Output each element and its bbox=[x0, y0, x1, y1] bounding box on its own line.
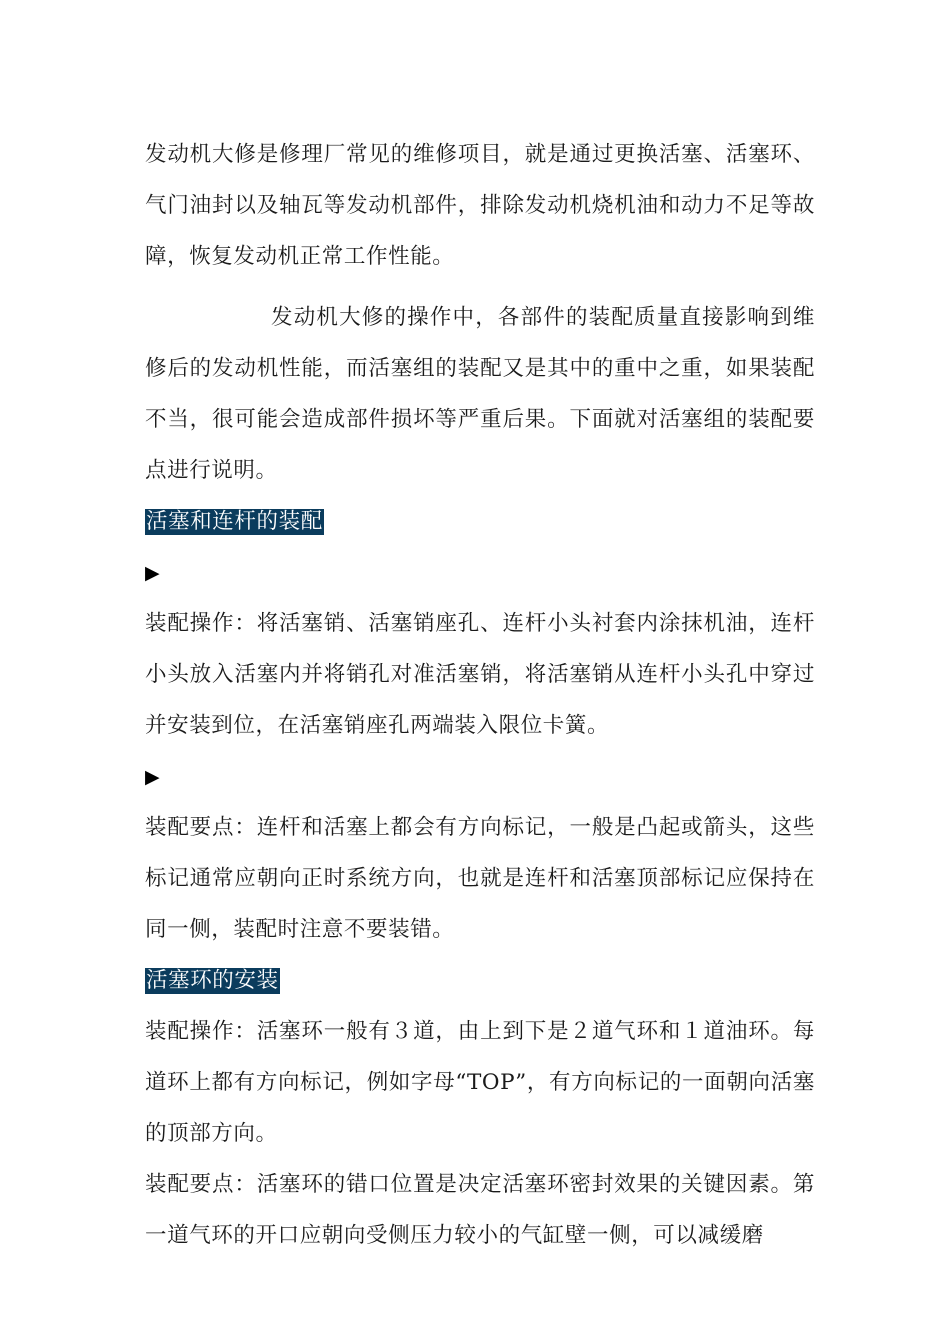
section-heading-row bbox=[145, 496, 815, 547]
section-heading-piston-ring: 活塞环的安装 bbox=[146, 967, 279, 993]
ring-operation-paragraph: 装配操作：活塞环一般有３道，由上到下是２道气环和１道油环。每道环上都有方向标记，例如字母“TOP”，有方向标记的一面朝向活塞的顶部方向。 bbox=[145, 1019, 815, 1146]
ring-keypoint-paragraph: 装配要点：活塞环的错口位置是决定活塞环密封效果的关键因素。第一道气环的开口应朝向受侧压力较小的气缸壁一侧，可以减缓磨 bbox=[145, 1172, 815, 1248]
section-heading-row bbox=[145, 955, 815, 1006]
intro-paragraph: 发动机大修是修理厂常见的维修项目，就是通过更换活塞、活塞环、气门油封以及轴瓦等发动机部件，排除发动机烧机油和动力不足等故障，恢复发动机正常工作性能。 bbox=[145, 142, 815, 269]
assembly-operation-paragraph: 装配操作：将活塞销、活塞销座孔、连杆小头衬套内涂抹机油，连杆小头放入活塞内并将销孔对准活塞销，将活塞销从连杆小头孔中穿过并安装到位，在活塞销座孔两端装入限位卡簧。 bbox=[145, 611, 815, 738]
overview-paragraph: 发动机大修的操作中，各部件的装配质量直接影响到维修后的发动机性能，而活塞组的装配又是其中的重中之重，如果装配不当，很可能会造成部件损坏等严重后果。下面就对活塞组的装配要点进行说明。 bbox=[145, 305, 815, 483]
bullet-row bbox=[145, 547, 815, 598]
bullet-row bbox=[145, 751, 815, 802]
assembly-keypoint-paragraph: 装配要点：连杆和活塞上都会有方向标记，一般是凸起或箭头，这些标记通常应朝向正时系统方向，也就是连杆和活塞顶部标记应保持在同一侧，装配时注意不要装错。 bbox=[145, 815, 815, 942]
triangle-bullet-icon: ▶ bbox=[145, 561, 160, 584]
section-heading-piston-rod: 活塞和连杆的装配 bbox=[146, 508, 323, 534]
triangle-bullet-icon: ▶ bbox=[145, 765, 160, 788]
document-page bbox=[145, 129, 815, 1261]
